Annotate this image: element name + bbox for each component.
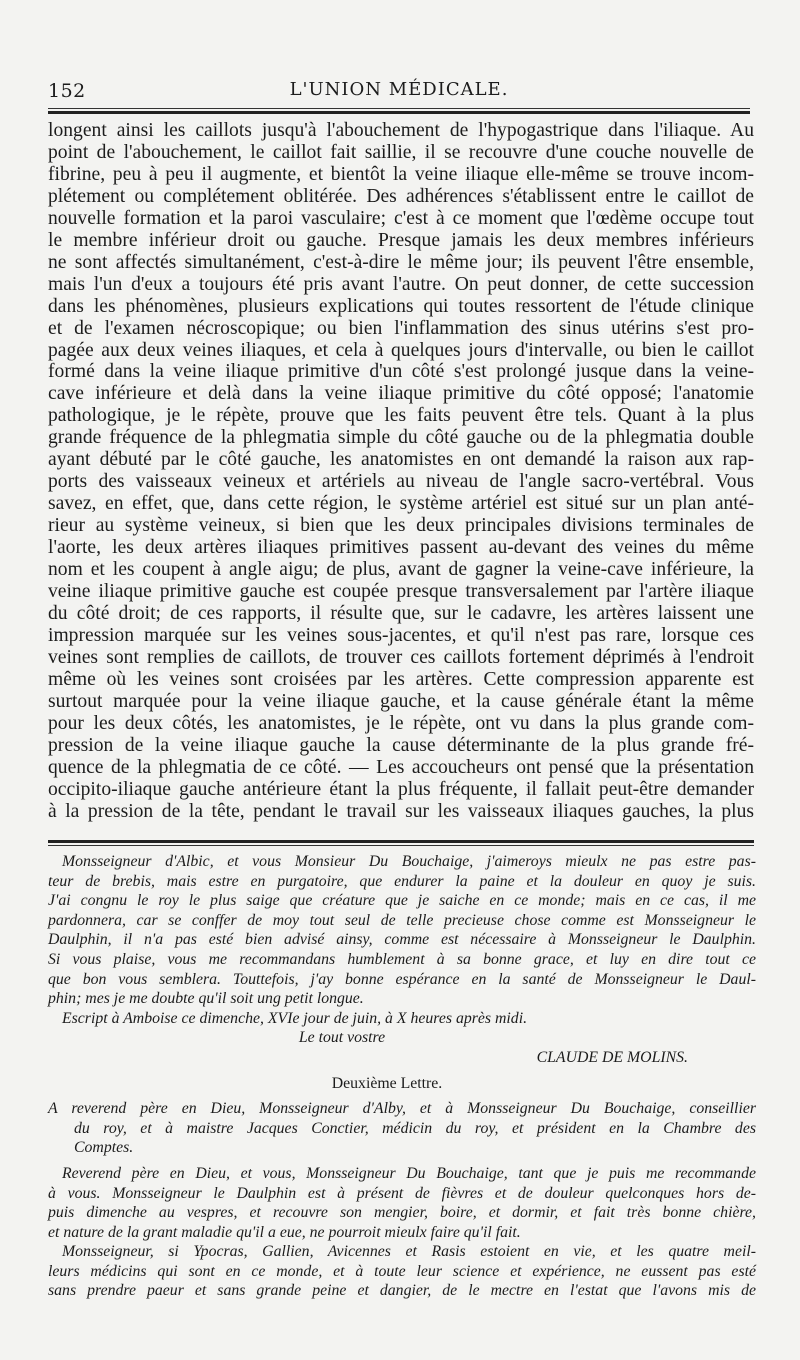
body-line: plétement ou complétement oblitérée. Des adhérences s'établissent entre le caillot de <box>48 185 754 207</box>
letter-date-line: Escript à Amboise ce dimenche, XVIe jour de juin, à X heures après midi. <box>62 1009 528 1027</box>
second-letter-title: Deuxième Lettre. <box>331 1074 443 1092</box>
letter-line: teur de brebis, mais estre en purgatoire, que endurer la paine et la douleur en quoy je suis. <box>48 872 756 890</box>
body-line: pagée aux deux veines iliaques, et cela à quelques jours d'intervalle, ou bien le caillot <box>48 339 754 361</box>
letter-line: puis dimenche au vespres, et recouvre son mengier, boire, et dormir, et fait très bonne chière, <box>48 1204 756 1222</box>
letter-line: Monsseigneur d'Albic, et vous Monsieur Du Bouchaige, j'aimeroys mieulx ne pas estre pas- <box>62 853 756 870</box>
letter-closing: Le tout vostre <box>298 1029 386 1047</box>
body-line: cave inférieure et delà dans la veine iliaque primitive du côté opposé; l'anatomie <box>48 383 754 405</box>
letter-line: pardonnera, car se conffer de moy tout seul de telle precieuse chose comme est Monsseigneur le <box>48 911 756 929</box>
body-line: grande fréquence de la phlegmatia simple du côté gauche ou de la phlegmatia double <box>48 427 754 449</box>
body-line: veine iliaque primitive gauche est coupée presque transversalement par l'artère iliaque <box>48 581 754 603</box>
body-line: ports des vaisseaux veineux et artériels au niveau de l'angle sacro-vertébral. Vous <box>48 471 754 493</box>
body-line: point de l'abouchement, le caillot fait saillie, il se recouvre d'une couche nouvelle de <box>48 141 754 163</box>
second-letter-body <box>48 1164 756 1301</box>
letter-signature: CLAUDE DE MOLINS. <box>536 1048 688 1066</box>
address-line: du roy, et à maistre Jacques Conctier, médicin du roy, et président en la Chambre des <box>74 1119 756 1137</box>
letters-section <box>48 852 756 1301</box>
footnote-rule <box>48 840 754 846</box>
address-line: Comptes. <box>74 1139 134 1157</box>
body-line: fibrine, peu à peu il augmente, et bientôt la veine iliaque elle-même se trouve incom- <box>48 163 754 185</box>
body-line: pour les deux côtés, les anatomistes, je le répète, ont vu dans la plus grande com- <box>48 712 754 734</box>
body-line: pathologique, je le répète, prouve que les faits peuvent être tels. Quant à la plus <box>48 405 754 427</box>
letter-line: sans prendre paeur et sans grande peine et dangier, de le mectre en l'estat que l'avons mis de <box>48 1282 756 1300</box>
running-head: L'UNION MÉDICALE. <box>289 79 509 100</box>
page-header <box>48 74 750 104</box>
letter-line: que bon vous semblera. Touttefois, j'ay bonne espérance en la santé de Monsseigneur le Daul- <box>48 970 756 988</box>
body-line: longent ainsi les caillots jusqu'à l'abouchement de l'hypogastrique dans l'iliaque. Au <box>48 120 754 141</box>
body-line: quence de la phlegmatia de ce côté. — Les accoucheurs ont pensé que la présentation <box>48 756 754 778</box>
body-line: dans les phénomènes, plusieurs explications qui toutes ressortent de l'étude clinique <box>48 295 754 317</box>
body-line: veines sont remplies de caillots, de trouver ces caillots fortement déprimés à l'endroit <box>48 646 754 668</box>
main-text <box>48 120 754 823</box>
letter-line: à vous. Monsseigneur le Daulphin est à présent de fièvres et de douleur quelconques hors de- <box>48 1184 756 1202</box>
body-line: du côté droit; de ces rapports, il résulte que, sur le cadavre, les artères laissent une <box>48 602 754 624</box>
header-rule <box>48 108 750 114</box>
letter-line: leurs médicins qui sont en ce monde, et à toute leur science et expérience, ne eussent pas esté <box>48 1262 756 1280</box>
body-line: l'aorte, les deux artères iliaques primitives passent au-devant des veines du même <box>48 537 754 559</box>
body-line: même où les veines sont croisées par les artères. Cette compression apparente est <box>48 668 754 690</box>
letter-line: phin; mes je me doubte qu'il soit ung petit longue. <box>48 990 364 1008</box>
body-line: le membre inférieur droit ou gauche. Presque jamais les deux membres inférieurs <box>48 229 754 251</box>
letter-line: Reverend père en Dieu, et vous, Monsseigneur Du Bouchaige, tant que je puis me recommande <box>62 1164 756 1182</box>
body-line: à la pression de la tête, pendant le travail sur les vaisseaux iliaques gauches, la plus <box>48 800 754 822</box>
body-line: rieur au système veineux, si bien que les deux principales divisions terminales de <box>48 515 754 537</box>
body-line: surtout marquée pour la veine iliaque gauche, et la cause générale étant la même <box>48 690 754 712</box>
letter-line: Si vous plaise, vous me recommandans humblement à sa bonne grace, et luy en dire tout ce <box>48 950 756 968</box>
page-number: 152 <box>48 80 86 102</box>
body-line: nouvelle formation et la paroi vasculaire; c'est à ce moment que l'œdème occupe tout <box>48 207 754 229</box>
body-line: ne sont affectés simultanément, c'est-à-dire le même jour; ils peuvent l'être ensemble, <box>48 251 754 273</box>
letter-line: J'ai congnu le roy le plus saige que créature que je saiche en ce monde; mais en ce cas, il me <box>48 892 756 910</box>
body-line: savez, en effet, que, dans cette région, le système artériel est situé sur un plan anté- <box>48 493 754 515</box>
letter-line: Daulphin, il n'a pas esté bien advisé ainsy, comme est nécessaire à Monsseigneur le Daulphin. <box>48 931 756 949</box>
letter-line: Monsseigneur, si Ypocras, Gallien, Avicennes et Rasis estoient en vie, et les quatre meil- <box>62 1243 756 1261</box>
body-line: et de l'examen nécroscopique; ou bien l'inflammation des sinus utérins s'est pro- <box>48 317 754 339</box>
address-line: A reverend père en Dieu, Monsseigneur d'Alby, et à Monsseigneur Du Bouchaige, conseillier <box>48 1100 756 1118</box>
body-line: nom et les coupent à angle aigu; de plus, avant de gagner la veine-cave inférieure, la <box>48 559 754 581</box>
body-line: formé dans la veine iliaque primitive d'un côté s'est prolongé jusque dans la veine- <box>48 361 754 383</box>
body-line: ayant débuté par le côté gauche, les anatomistes en ont demandé la raison aux rap- <box>48 449 754 471</box>
second-letter-address <box>48 1099 756 1158</box>
first-letter <box>48 852 756 1009</box>
body-line: occipito-iliaque gauche antérieure étant la plus fréquente, il fallait peut-être demander <box>48 778 754 800</box>
body-line: impression marquée sur les veines sous-jacentes, et qu'il n'est pas rare, lorsque ces <box>48 624 754 646</box>
letter-line: et nature de la grant maladie qu'il a eue, ne pourroit mieulx faire qu'il fait. <box>48 1223 521 1241</box>
body-line: pression de la veine iliaque gauche la cause déterminante de la plus grande fré- <box>48 734 754 756</box>
body-line: mais l'un d'eux a toujours été pris avant l'autre. On peut donner, de cette succession <box>48 273 754 295</box>
